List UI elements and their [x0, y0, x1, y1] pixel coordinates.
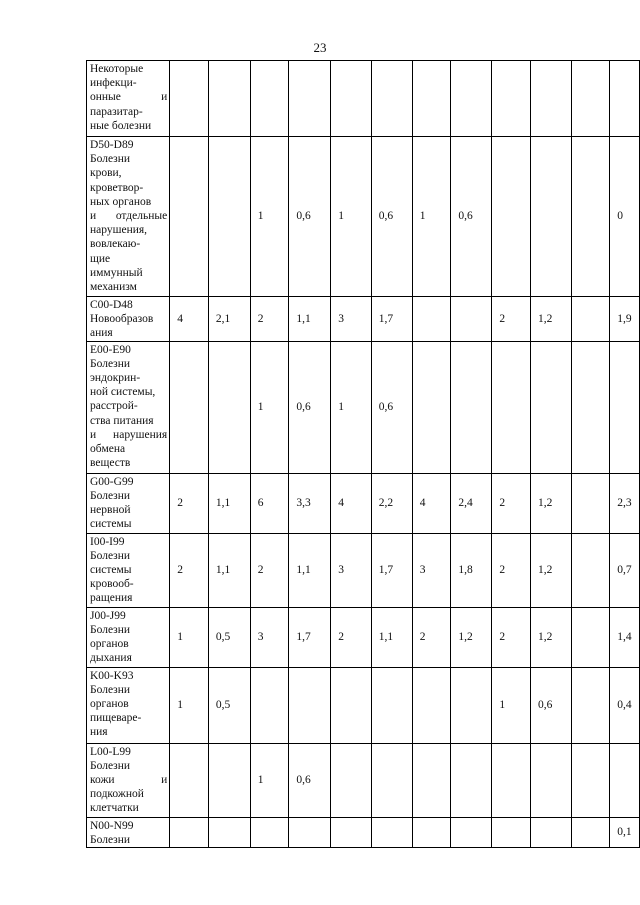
- value-cell: [412, 667, 451, 743]
- disease-name-line: эндокрин-: [90, 372, 141, 385]
- disease-name-line: C00-D48: [90, 299, 133, 311]
- value-cell: 0,6: [530, 667, 571, 743]
- disease-name-line: ные болезни: [90, 119, 152, 132]
- value-cell: [250, 817, 289, 847]
- value-cell: 4: [412, 473, 451, 533]
- value-cell: 1: [250, 341, 289, 473]
- disease-name-line: иммунный: [90, 266, 143, 279]
- value-cell: 0,6: [289, 743, 331, 817]
- value-cell: [571, 667, 609, 743]
- disease-name-line: J00-J99: [90, 609, 126, 622]
- disease-name-line: G00-G99: [90, 475, 134, 488]
- value-cell: 2,4: [451, 473, 492, 533]
- value-cell: [208, 743, 250, 817]
- disease-name-line: Некоторые: [90, 63, 144, 75]
- value-cell: 1,1: [208, 473, 250, 533]
- value-cell: [571, 607, 609, 667]
- value-cell: [530, 817, 571, 847]
- disease-name-line: пищеваре-: [90, 712, 142, 725]
- value-cell: 0,1: [610, 817, 640, 847]
- value-cell: 1,9: [610, 297, 640, 342]
- value-cell: [492, 817, 531, 847]
- value-cell: 2: [170, 473, 209, 533]
- disease-name-line: Болезни: [90, 833, 131, 846]
- disease-group-name: [87, 297, 170, 342]
- disease-name-line: ращения: [90, 592, 133, 605]
- value-cell: [492, 743, 531, 817]
- value-cell: [170, 817, 209, 847]
- disease-name-line: нервной: [90, 504, 131, 517]
- page-number: 23: [313, 40, 327, 55]
- disease-name-line: кожи и: [90, 774, 168, 787]
- value-cell: [170, 341, 209, 473]
- value-cell: [208, 341, 250, 473]
- value-cell: [530, 341, 571, 473]
- value-cell: [170, 137, 209, 297]
- table-row: [87, 137, 640, 297]
- value-cell: 4: [170, 297, 209, 342]
- value-cell: [412, 817, 451, 847]
- value-cell: 0,6: [371, 137, 412, 297]
- value-cell: [571, 341, 609, 473]
- table-row: [87, 341, 640, 473]
- value-cell: [451, 297, 492, 342]
- disease-name-line: расстрой-: [90, 400, 138, 413]
- value-cell: 0,6: [451, 137, 492, 297]
- table-row: [87, 533, 640, 607]
- value-cell: [208, 61, 250, 137]
- value-cell: 2: [250, 533, 289, 607]
- disease-name-line: веществ: [90, 457, 131, 470]
- value-cell: 2: [412, 607, 451, 667]
- disease-name-line: ния: [90, 726, 108, 739]
- value-cell: 1,7: [371, 297, 412, 342]
- disease-name-line: органов: [90, 638, 129, 651]
- value-cell: [530, 61, 571, 137]
- value-cell: [371, 817, 412, 847]
- value-cell: [250, 61, 289, 137]
- value-cell: [331, 667, 371, 743]
- value-cell: 1,2: [530, 607, 571, 667]
- value-cell: 2,3: [610, 473, 640, 533]
- value-cell: [610, 61, 640, 137]
- value-cell: 0,7: [610, 533, 640, 607]
- value-cell: [170, 743, 209, 817]
- disease-name-line: щие: [90, 252, 111, 265]
- disease-name-line: ной системы,: [90, 386, 156, 399]
- value-cell: 1: [492, 667, 531, 743]
- value-cell: 0,6: [289, 137, 331, 297]
- disease-group-name: [87, 473, 170, 533]
- value-cell: 1: [250, 743, 289, 817]
- value-cell: 1,1: [289, 533, 331, 607]
- value-cell: [289, 667, 331, 743]
- value-cell: [412, 743, 451, 817]
- value-cell: [331, 817, 371, 847]
- value-cell: [289, 817, 331, 847]
- disease-name-line: ства питания: [90, 414, 154, 427]
- value-cell: 2: [170, 533, 209, 607]
- value-cell: 0,5: [208, 667, 250, 743]
- value-cell: 1,7: [289, 607, 331, 667]
- value-cell: 1,2: [530, 473, 571, 533]
- disease-group-name: [87, 341, 170, 473]
- value-cell: 1,1: [289, 297, 331, 342]
- value-cell: [610, 341, 640, 473]
- disease-name-line: кроветвор-: [90, 181, 144, 194]
- value-cell: [492, 341, 531, 473]
- value-cell: [571, 61, 609, 137]
- disease-group-name: [87, 817, 170, 847]
- value-cell: 1: [170, 607, 209, 667]
- disease-name-line: L00-L99: [90, 745, 131, 758]
- value-cell: [412, 341, 451, 473]
- value-cell: 1: [412, 137, 451, 297]
- value-cell: [571, 473, 609, 533]
- disease-name-line: дыхания: [90, 652, 132, 665]
- disease-group-name: [87, 137, 170, 297]
- disease-name-line: и нарушения: [90, 428, 168, 441]
- value-cell: 3: [331, 533, 371, 607]
- value-cell: 3,3: [289, 473, 331, 533]
- value-cell: 1,8: [451, 533, 492, 607]
- value-cell: [492, 61, 531, 137]
- value-cell: 1,4: [610, 607, 640, 667]
- disease-group-name: [87, 61, 170, 137]
- value-cell: [530, 743, 571, 817]
- value-cell: 1: [331, 341, 371, 473]
- disease-name-line: кровооб-: [90, 578, 134, 591]
- disease-name-line: крови,: [90, 167, 122, 180]
- disease-name-line: Болезни: [90, 153, 131, 166]
- value-cell: [371, 667, 412, 743]
- value-cell: 2: [492, 533, 531, 607]
- value-cell: 1: [170, 667, 209, 743]
- value-cell: [250, 667, 289, 743]
- disease-name-line: системы: [90, 518, 132, 531]
- value-cell: 1: [331, 137, 371, 297]
- value-cell: 0,6: [371, 341, 412, 473]
- disease-name-line: E00-E90: [90, 343, 131, 356]
- value-cell: [571, 137, 609, 297]
- value-cell: [571, 533, 609, 607]
- value-cell: [412, 297, 451, 342]
- disease-name-line: K00-K93: [90, 669, 134, 682]
- value-cell: 2: [492, 473, 531, 533]
- disease-statistics-table: [86, 60, 640, 848]
- value-cell: [571, 297, 609, 342]
- value-cell: 1,1: [208, 533, 250, 607]
- disease-name-line: D50-D89: [90, 139, 134, 151]
- disease-name-line: Болезни: [90, 357, 131, 370]
- table-row: [87, 61, 640, 137]
- disease-name-line: обмена: [90, 443, 126, 456]
- disease-name-line: системы: [90, 564, 132, 577]
- value-cell: 2: [331, 607, 371, 667]
- value-cell: 0,6: [289, 341, 331, 473]
- value-cell: 2,2: [371, 473, 412, 533]
- disease-name-line: Болезни: [90, 623, 131, 636]
- value-cell: [610, 743, 640, 817]
- value-cell: [571, 743, 609, 817]
- value-cell: 6: [250, 473, 289, 533]
- disease-name-line: клетчатки: [90, 802, 139, 815]
- disease-name-line: инфекци-: [90, 77, 137, 90]
- disease-name-line: нарушения,: [90, 224, 148, 237]
- value-cell: [451, 341, 492, 473]
- table-row: [87, 297, 640, 342]
- disease-name-line: механизм: [90, 281, 137, 294]
- value-cell: [371, 743, 412, 817]
- value-cell: 0: [610, 137, 640, 297]
- disease-name-line: Болезни: [90, 683, 131, 696]
- value-cell: 3: [412, 533, 451, 607]
- disease-name-line: паразитар-: [90, 105, 143, 118]
- value-cell: [530, 137, 571, 297]
- value-cell: [492, 137, 531, 297]
- value-cell: [289, 61, 331, 137]
- value-cell: 1: [250, 137, 289, 297]
- value-cell: 3: [331, 297, 371, 342]
- disease-group-name: [87, 607, 170, 667]
- disease-name-line: Болезни: [90, 549, 131, 562]
- value-cell: [170, 61, 209, 137]
- value-cell: [331, 743, 371, 817]
- disease-name-line: ных органов: [90, 195, 152, 208]
- value-cell: [208, 137, 250, 297]
- value-cell: 2: [492, 297, 531, 342]
- disease-group-name: [87, 667, 170, 743]
- value-cell: [571, 817, 609, 847]
- value-cell: [451, 667, 492, 743]
- table-row: [87, 473, 640, 533]
- value-cell: 3: [250, 607, 289, 667]
- disease-name-line: подкожной: [90, 788, 144, 801]
- table-row: [87, 607, 640, 667]
- value-cell: [412, 61, 451, 137]
- disease-name-line: вовлекаю-: [90, 238, 141, 251]
- disease-name-line: Новообразов: [90, 313, 154, 326]
- disease-name-line: I00-I99: [90, 535, 125, 548]
- value-cell: 1,7: [371, 533, 412, 607]
- disease-group-name: [87, 743, 170, 817]
- value-cell: 1,2: [530, 297, 571, 342]
- table-row: [87, 743, 640, 817]
- value-cell: 2: [250, 297, 289, 342]
- value-cell: [451, 743, 492, 817]
- value-cell: 0,5: [208, 607, 250, 667]
- disease-name-line: ания: [90, 327, 113, 340]
- value-cell: 2: [492, 607, 531, 667]
- disease-name-line: Болезни: [90, 489, 131, 502]
- value-cell: [371, 61, 412, 137]
- value-cell: [451, 61, 492, 137]
- disease-group-name: [87, 533, 170, 607]
- disease-name-line: N00-N99: [90, 819, 134, 832]
- value-cell: 2,1: [208, 297, 250, 342]
- value-cell: [451, 817, 492, 847]
- value-cell: [331, 61, 371, 137]
- disease-name-line: и отдельные: [90, 210, 168, 223]
- table-row: [87, 817, 640, 847]
- disease-name-line: Болезни: [90, 759, 131, 772]
- value-cell: [208, 817, 250, 847]
- value-cell: 4: [331, 473, 371, 533]
- table-row: [87, 667, 640, 743]
- disease-name-line: органов: [90, 698, 129, 711]
- value-cell: 1,2: [530, 533, 571, 607]
- value-cell: 1,1: [371, 607, 412, 667]
- value-cell: 1,2: [451, 607, 492, 667]
- disease-name-line: онные и: [90, 91, 168, 104]
- value-cell: 0,4: [610, 667, 640, 743]
